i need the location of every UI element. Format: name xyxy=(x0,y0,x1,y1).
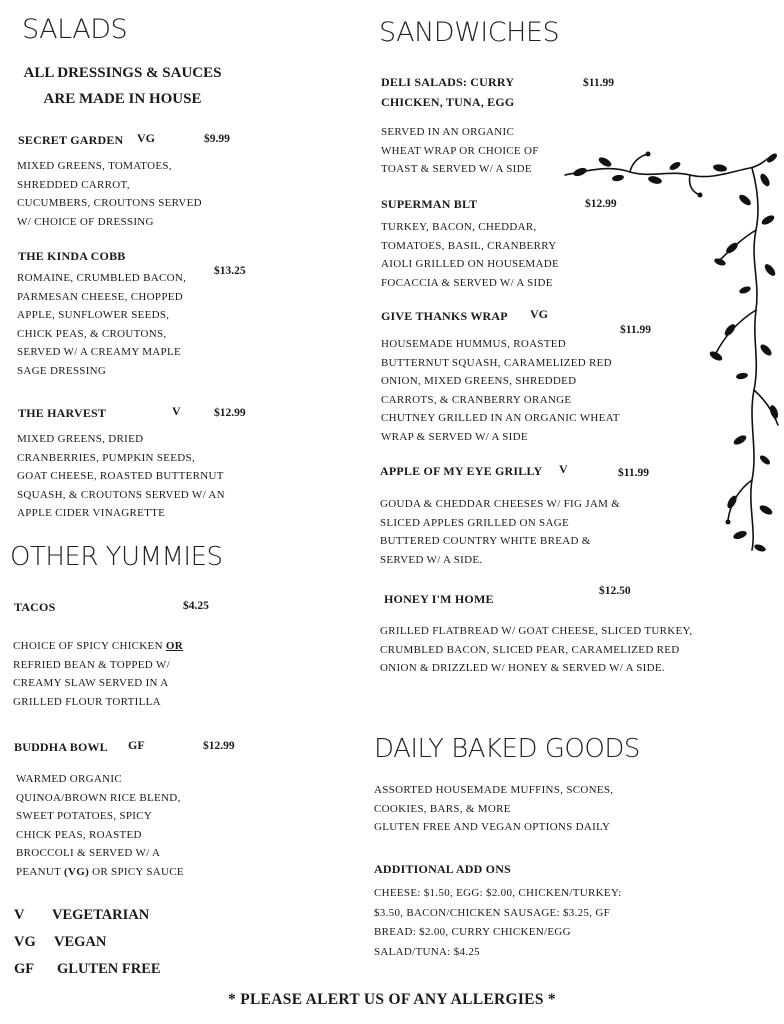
baked-goods-description: ASSORTED HOUSEMADE MUFFINS, SCONES, COOKIES, BARS, & MORE GLUTEN FREE AND VEGAN OPTIONS DAILY xyxy=(374,784,614,833)
floral-vine-icon xyxy=(560,150,784,560)
sandwiches-title: SANDWICHES xyxy=(379,17,560,48)
item-price: $12.99 xyxy=(214,407,246,419)
item-description: TURKEY, BACON, CHEDDAR, TOMATOES, BASIL, CRANBERRY AIOLI GRILLED ON HOUSEMADE FOCACCIA & SERVED W/ A SIDE xyxy=(381,221,559,289)
diet-tag: VG xyxy=(137,131,155,145)
item-description: CHOICE OF SPICY CHICKEN OR REFRIED BEAN & TOPPED W/ CREAMY SLAW SERVED IN A GRILLED FLOUR TORTILLA xyxy=(13,640,183,708)
salads-title: SALADS xyxy=(22,14,128,45)
menu-item-secret-garden xyxy=(18,131,248,149)
legend-row: GF GLUTEN FREE xyxy=(14,961,161,977)
item-description: HOUSEMADE HUMMUS, ROASTED BUTTERNUT SQUASH, CARAMELIZED RED ONION, MIXED GREENS, SHREDDED CARROTS, & CRANBERRY ORANGE CHUTNEY GRILLED IN AN ORGANIC WHEAT WRAP & SERVED W/ A SIDE xyxy=(381,338,620,443)
menu-item-the-harvest xyxy=(18,404,258,422)
item-price: $12.50 xyxy=(599,585,631,597)
menu-item-deli-salads: DELI SALADS: CURRY CHICKEN, TUNA, EGG $11.99 xyxy=(381,75,614,109)
item-description: ROMAINE, CRUMBLED BACON, PARMESAN CHEESE, CHOPPED APPLE, SUNFLOWER SEEDS, CHICK PEAS, & CROUTONS, SERVED W/ A CREAMY MAPLE SAGE DRESSING xyxy=(17,272,187,377)
diet-tag: GF xyxy=(128,738,145,752)
item-name: SUPERMAN BLT xyxy=(381,197,478,211)
item-name: THE KINDA COBB xyxy=(18,249,126,263)
other-yummies-title: OTHER YUMMIES xyxy=(10,542,223,572)
diet-tag: V xyxy=(559,462,568,476)
item-description: GOUDA & CHEDDAR CHEESES W/ FIG JAM & SLICED APPLES GRILLED ON SAGE BUTTERED COUNTRY WHITE BREAD & SERVED W/ A SIDE. xyxy=(380,498,621,566)
allergy-alert: * PLEASE ALERT US OF ANY ALLERGIES * xyxy=(228,991,556,1008)
menu-item-kinda-cobb xyxy=(18,247,258,277)
item-description: GRILLED FLATBREAD W/ GOAT CHEESE, SLICED TURKEY, CRUMBLED BACON, SLICED PEAR, CARAMELIZED RED ONION & DRIZZLED W/ HONEY & SERVED W/ A SIDE. xyxy=(380,625,693,674)
item-price: $12.99 xyxy=(585,198,617,210)
addons-title: ADDITIONAL ADD ONS xyxy=(374,862,511,876)
legend-row: V VEGETARIAN xyxy=(14,907,150,923)
item-name: GIVE THANKS WRAP xyxy=(381,309,508,323)
item-price: $9.99 xyxy=(204,133,230,145)
item-price: $11.99 xyxy=(618,467,649,479)
item-name: APPLE OF MY EYE GRILLY xyxy=(380,464,543,478)
item-price: $4.25 xyxy=(183,600,209,612)
item-name: THE HARVEST xyxy=(18,406,107,420)
item-name: TACOS xyxy=(14,600,56,614)
dressings-note: ALL DRESSINGS & SAUCES ARE MADE IN HOUSE xyxy=(23,65,222,107)
diet-tag: V xyxy=(172,404,181,418)
menu-item-buddha-bowl xyxy=(14,738,254,756)
diet-tag: VG xyxy=(530,307,548,321)
item-description: MIXED GREENS, DRIED CRANBERRIES, PUMPKIN SEEDS, GOAT CHEESE, ROASTED BUTTERNUT SQUASH, & CROUTONS SERVED W/ AN APPLE CIDER VINAGRETTE xyxy=(17,433,225,519)
menu-item-tacos xyxy=(14,598,254,616)
legend-row: VG VEGAN xyxy=(14,934,107,950)
item-price: $13.25 xyxy=(214,265,246,277)
item-description: SERVED IN AN ORGANIC WHEAT WRAP OR CHOICE OF TOAST & SERVED W/ A SIDE xyxy=(381,126,539,175)
item-description: WARMED ORGANIC QUINOA/BROWN RICE BLEND, SWEET POTATOES, SPICY CHICK PEAS, ROASTED BROCCOLI & SERVED W/ A PEANUT (VG) OR SPICY SAUCE xyxy=(16,773,184,878)
baked-goods-title: DAILY BAKED GOODS xyxy=(374,734,640,764)
diet-legend xyxy=(14,907,161,988)
addons-description: CHEESE: $1.50, EGG: $2.00, CHICKEN/TURKEY: $3.50, BACON/CHICKEN SAUSAGE: $3.25, GF BREAD: $2.00, CURRY CHICKEN/EGG SALAD/TUNA: $4.25 xyxy=(374,887,622,958)
item-price: $11.99 xyxy=(620,324,651,336)
item-description: MIXED GREENS, TOMATOES, SHREDDED CARROT, CUCUMBERS, CROUTONS SERVED W/ CHOICE OF DRESSING xyxy=(17,160,202,228)
item-name: SECRET GARDEN xyxy=(18,133,124,147)
item-name: BUDDHA BOWL xyxy=(14,740,108,754)
item-price: $11.99 xyxy=(583,77,614,89)
item-price: $12.99 xyxy=(203,740,235,752)
item-name: HONEY I'M HOME xyxy=(384,592,494,606)
